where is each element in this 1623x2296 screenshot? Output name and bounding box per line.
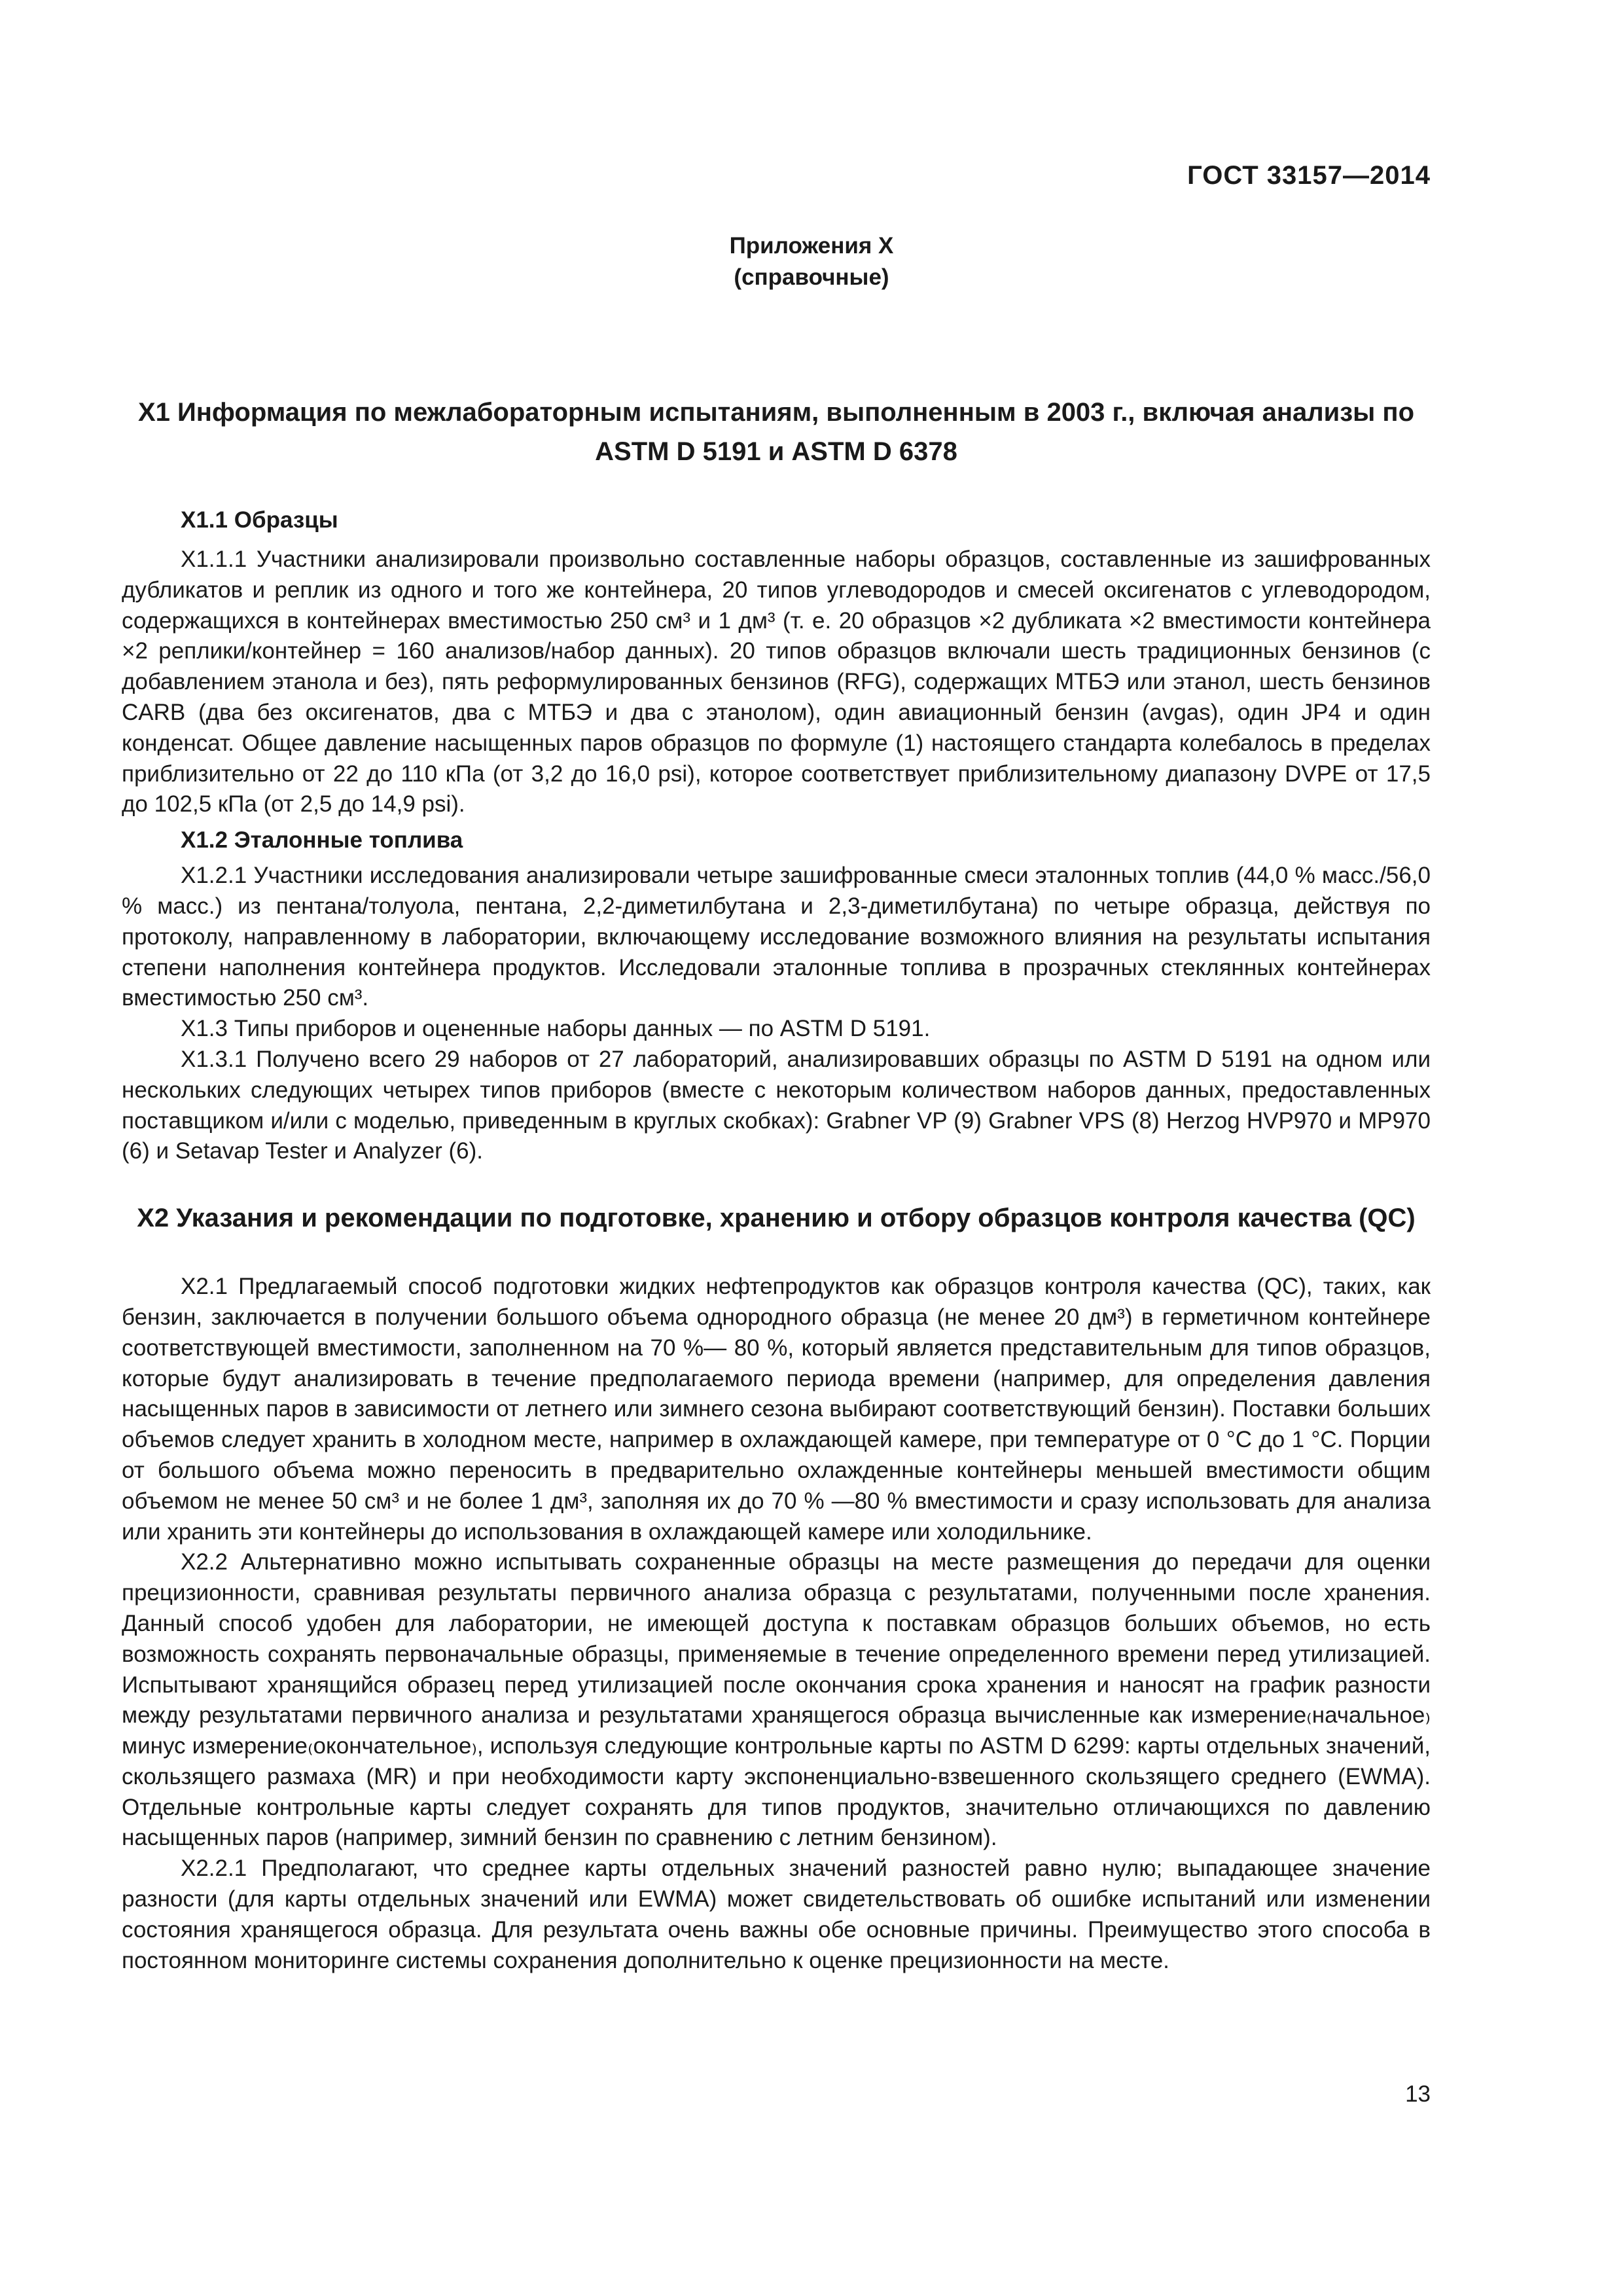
paragraph-x2-2: X2.2 Альтернативно можно испытывать сохраненные образцы на месте размещения до передачи для оценки прецизионности, сравнивая результаты первичного анализа образца с результатами, полученными после хранения. Данный способ удобен для лаборатории, не имеющей доступа к поставкам образцов больших объемов, но есть возможность сохранять первоначальные образцы, применяемые в течение определенного времени перед утилизацией. Испытывают хранящийся образец перед утилизацией после окончания срока хранения и наносят на график разности между результатами первичного анализа и результатами хранящегося образца вычисленные как измерение₍начальное₎ минус измерение₍окончательное₎, используя следующие контрольные карты по ASTM D 6299: карты отдельных значений, скользящего размаха (MR) и при необходимости карту экспоненциально-взвешенного скользящего среднего (EWMA). Отдельные контрольные карты следует сохранять для типов продуктов, значительно отличающихся по давлению насыщенных паров (например, зимний бензин по сравнению с летним бензином). — [122, 1549, 1431, 1851]
annex-title: Приложения X — [729, 233, 894, 259]
paragraph-x1-1-1: X1.1.1 Участники анализировали произвольно составленные наборы образцов, составленные из зашифрованных дубликатов и реплик из одного и того же контейнера, 20 типов углеводородов и смесей оксигенатов с углеводородом, содержащихся в контейнерах вместимостью 250 см³ и 1 дм³ (т. е. 20 образцов ×2 дубликата ×2 вместимости контейнера ×2 реплики/контейнер = 160 анализов/набор данных). 20 типов образцов включали шесть традиционных бензинов (с добавлением этанола и без), пять реформулированных бензинов (RFG), содержащих МТБЭ или этанол, шесть бензинов CARB (два без оксигенатов, два с МТБЭ и два с этанолом), один авиационный бензин (avgas), один JP4 и один конденсат. Общее давление насыщенных паров образцов по формуле (1) настоящего стандарта колебалось в пределах приблизительно от 22 до 110 кПа (от 3,2 до 16,0 psi), которое соответствует приблизительному диапазону DVPE от 17,5 до 102,5 кПа (от 2,5 до 14,9 psi). — [122, 547, 1431, 817]
section-x2-title: X2 Указания и рекомендации по подготовке, хранению и отбору образцов контроля качества (QC) — [137, 1204, 1416, 1233]
subsection-x1-2-title: X1.2 Эталонные топлива — [181, 827, 463, 853]
paragraph-x2-1: X2.1 Предлагаемый способ подготовки жидких нефтепродуктов как образцов контроля качества (QC), таких, как бензин, заключается в получении большого объема однородного образца (не менее 20 дм³) в герметичном контейнере соответствующей вместимости, заполненном на 70 %— 80 %, который является представительным для типов образцов, которые будут анализировать в течение предполагаемого периода времени (например, для определения давления насыщенных паров в зависимости от летнего или зимнего сезона выбирают соответствующий бензин). Поставки больших объемов следует хранить в холодном месте, например в охлаждающей камере, при температуре от 0 °C до 1 °C. Порции от большого объема можно переносить в предварительно охлажденные контейнеры меньшей вместимости общим объемом не менее 50 см³ и не более 1 дм³, заполняя их до 70 % —80 % вместимости и сразу использовать для анализа или хранить эти контейнеры до использования в охлаждающей камере или холодильнике. — [122, 1274, 1431, 1545]
paragraph-x2-2-1: X2.2.1 Предполагают, что среднее карты отдельных значений разностей равно нулю; выпадающее значение разности (для карты отдельных значений или EWMA) может свидетельствовать об ошибке испытаний или изменении состояния хранящегося образца. Для результата очень важны обе основные причины. Преимущество этого способа в постоянном мониторинге системы сохранения дополнительно к оценке прецизионности на месте. — [122, 1856, 1431, 1973]
annex-subtitle: (справочные) — [734, 264, 889, 290]
page-number: 13 — [1405, 2081, 1431, 2107]
paragraph-x1-3-1: X1.3.1 Получено всего 29 наборов от 27 лабораторий, анализировавших образцы по ASTM D 5191 на одном или нескольких следующих четырех типов приборов (вместе с некоторым количеством наборов данных, предоставленных поставщиком и/или с моделью, приведенным в круглых скобках): Grabner VP (9) Grabner VPS (8) Herzog HVP970 и MP970 (6) и Setavap Tester и Analyzer (6). — [122, 1046, 1431, 1164]
standard-number: ГОСТ 33157—2014 — [1187, 161, 1431, 190]
document-body — [122, 393, 1431, 1976]
paragraph-x1-3: X1.3 Типы приборов и оцененные наборы данных — по ASTM D 5191. — [181, 1016, 931, 1042]
paragraph-x1-2-1: X1.2.1 Участники исследования анализировали четыре зашифрованные смеси эталонных топлив (44,0 % масс./56,0 % масс.) из пентана/толуола, пентана, 2,2-диметилбутана и 2,3-диметилбутана) по четыре образца, действуя по протоколу, направленному в лаборатории, включающему исследование возможного влияния на результаты испытания степени наполнения контейнера продуктов. Исследовали эталонные топлива в прозрачных стеклянных контейнерах вместимостью 250 см³. — [122, 863, 1431, 1011]
annex-heading — [0, 230, 1623, 293]
subsection-x1-1-title: X1.1 Образцы — [181, 507, 338, 533]
section-x1-title: X1 Информация по межлабораторным испытаниям, выполненным в 2003 г., включая анализы по ASTM D 5191 и ASTM D 6378 — [137, 398, 1415, 466]
